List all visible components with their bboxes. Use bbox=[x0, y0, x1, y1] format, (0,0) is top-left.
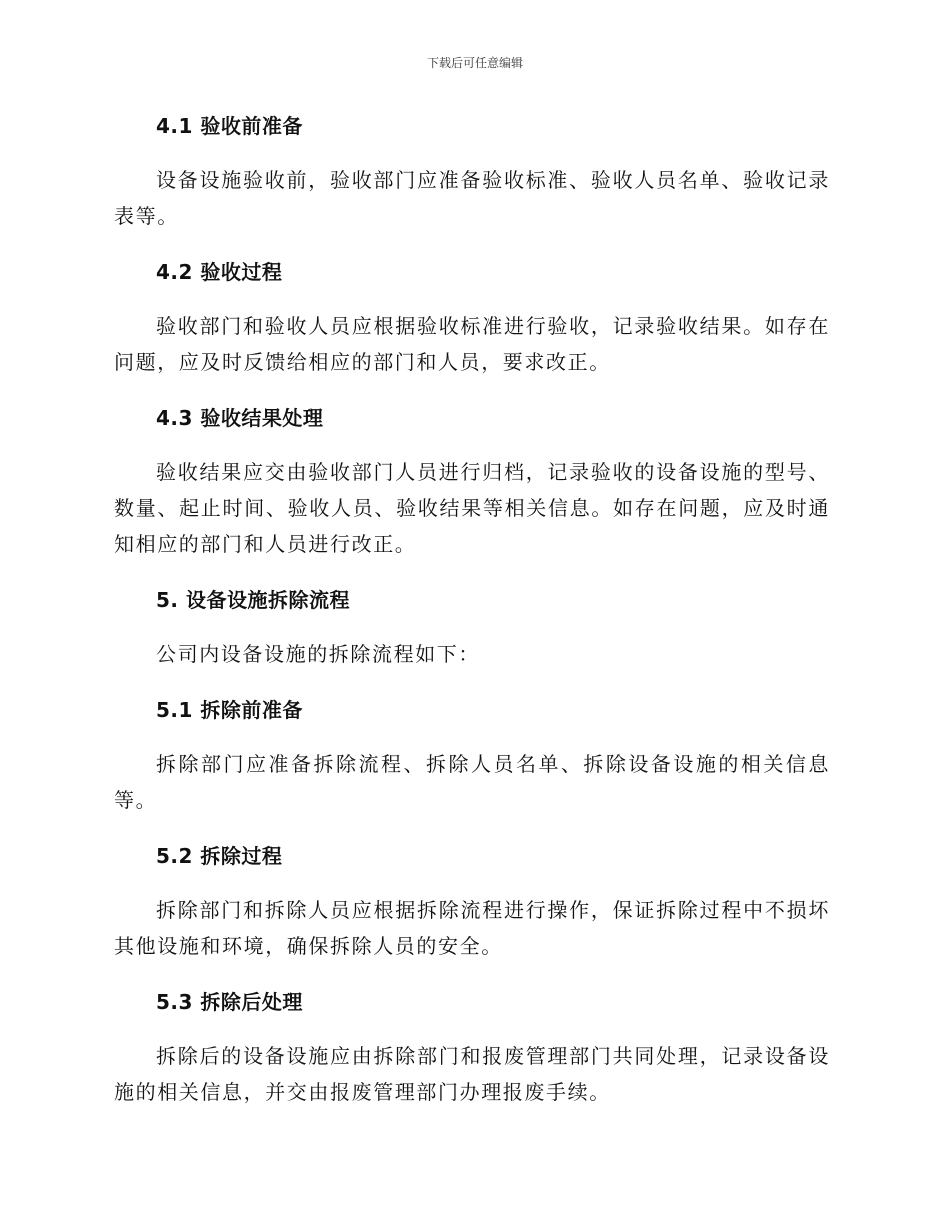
page-header: 下载后可任意编辑 bbox=[426, 56, 523, 70]
section-heading-4-1: 4.1 验收前准备 bbox=[156, 114, 303, 138]
section-paragraph-4-3: 验收结果应交由验收部门人员进行归档，记录验收的设备设施的型号、数量、起止时间、验收人员、验收结果等相关信息。如存在问题，应及时通知相应的部门和人员进行改正。 bbox=[114, 460, 830, 556]
section-paragraph-4-1: 设备设施验收前，验收部门应准备验收标准、验收人员名单、验收记录表等。 bbox=[114, 168, 830, 228]
section-paragraph-5-3: 拆除后的设备设施应由拆除部门和报废管理部门共同处理，记录设备设施的相关信息，并交由报废管理部门办理报废手续。 bbox=[114, 1044, 830, 1104]
section-paragraph-5: 公司内设备设施的拆除流程如下： bbox=[156, 642, 480, 666]
section-heading-5-3: 5.3 拆除后处理 bbox=[156, 990, 303, 1014]
section-heading-4-3: 4.3 验收结果处理 bbox=[156, 406, 324, 430]
section-heading-5-2: 5.2 拆除过程 bbox=[156, 844, 283, 868]
section-heading-4-2: 4.2 验收过程 bbox=[156, 260, 283, 284]
section-paragraph-5-2: 拆除部门和拆除人员应根据拆除流程进行操作，保证拆除过程中不损坏其他设施和环境，确保拆除人员的安全。 bbox=[114, 898, 830, 958]
section-paragraph-5-1: 拆除部门应准备拆除流程、拆除人员名单、拆除设备设施的相关信息等。 bbox=[114, 752, 830, 812]
document-body bbox=[114, 108, 830, 1110]
section-heading-5: 5. 设备设施拆除流程 bbox=[156, 588, 350, 612]
section-paragraph-4-2: 验收部门和验收人员应根据验收标准进行验收，记录验收结果。如存在问题，应及时反馈给相应的部门和人员，要求改正。 bbox=[114, 314, 830, 374]
section-heading-5-1: 5.1 拆除前准备 bbox=[156, 698, 303, 722]
